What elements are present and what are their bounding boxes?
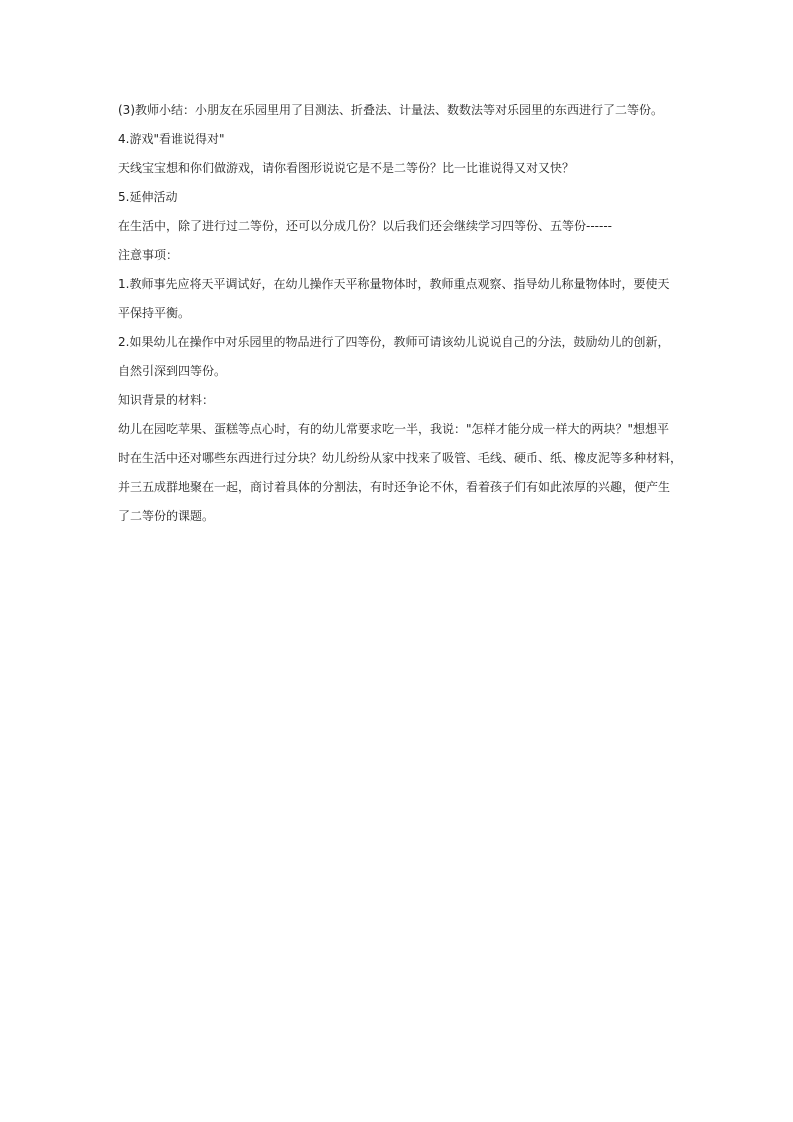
note-item-1: [118, 274, 678, 323]
document-body: [118, 100, 683, 535]
background-paragraph: [118, 419, 683, 526]
background-heading: [118, 390, 678, 410]
game-description-paragraph: [118, 158, 678, 178]
extension-activity-heading: [118, 187, 678, 207]
text-line: 在生活中，除了进行过二等份，还可以分成几份？以后我们还会继续学习四等份、五等份------: [118, 219, 612, 233]
text-line: 了二等份的课题。: [118, 509, 215, 523]
text-line: 自然引深到四等份。: [118, 364, 227, 378]
text-line: 并三五成群地聚在一起，商讨着具体的分割法，有时还争论不休，看着孩子们有如此浓厚的兴趣，便产生: [118, 480, 671, 494]
text-line: 天线宝宝想和你们做游戏，请你看图形说说它是不是二等份？比一比谁说得又对又快？: [118, 161, 575, 175]
text-line: 1.教师事先应将天平调试好，在幼儿操作天平称量物体时，教师重点观察、指导幼儿称量物体时，要使天: [118, 277, 670, 291]
extension-activity-paragraph: [118, 216, 678, 236]
game-heading: [118, 129, 678, 149]
text-line: 平保持平衡。: [118, 306, 191, 320]
teacher-summary-paragraph: [118, 100, 678, 120]
text-line: 5.延伸活动: [118, 190, 178, 204]
text-line: 幼儿在园吃苹果、蛋糕等点心时，有的幼儿常要求吃一半，我说："怎样才能分成一样大的两块？"想想平: [118, 422, 670, 436]
text-line: (3)教师小结：小朋友在乐园里用了目测法、折叠法、计量法、数数法等对乐园里的东西进行了二等份。: [118, 103, 664, 117]
text-line: 注意事项：: [118, 248, 179, 262]
text-line: 知识背景的材料：: [118, 393, 215, 407]
text-line: 时在生活中还对哪些东西进行过分块？幼儿纷纷从家中找来了吸管、毛线、硬币、纸、橡皮泥等多种材料，: [118, 451, 683, 465]
notes-heading: [118, 245, 678, 265]
text-line: 2.如果幼儿在操作中对乐园里的物品进行了四等份，教师可请该幼儿说说自己的分法，鼓励幼儿的创新，: [118, 335, 670, 349]
note-item-2: [118, 332, 678, 381]
text-line: 4.游戏"看谁说得对": [118, 132, 225, 146]
